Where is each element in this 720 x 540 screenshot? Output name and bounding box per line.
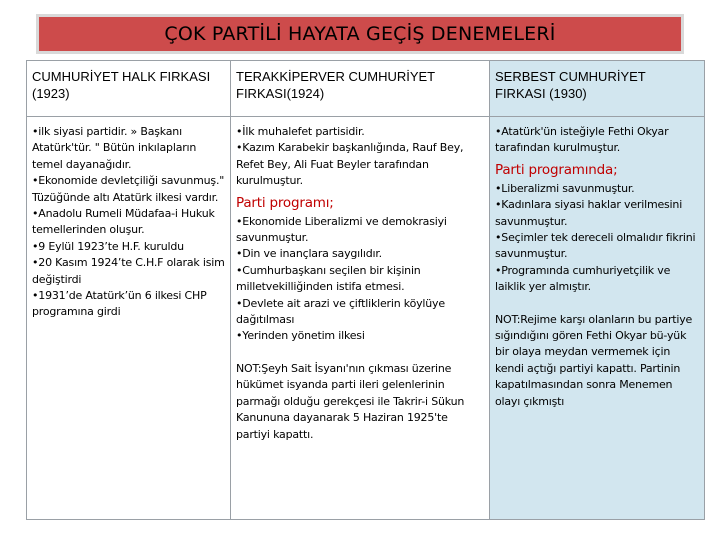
program-heading: Parti programında;	[495, 161, 618, 178]
header-chf: CUMHURİYET HALK FIRKASI (1923)	[27, 61, 231, 117]
program-heading: Parti programı;	[236, 194, 334, 211]
list-item: •Ekonomide devletçiliği savunmuş." Tüzüğünde altı Atatürk ilkesi vardır.	[32, 174, 225, 204]
note-text: NOT:Şeyh Sait İsyanı'nın çıkması üzerine hükümet isyanda parti ileri gelenlerinin parmağı olduğu gerekçesi ile Takrir-i Sükun Kanununa dayanarak 5 Haziran 1925'te partiyi kapattı.	[236, 361, 465, 441]
list-item: •Yerinden yönetim ilkesi	[236, 329, 365, 343]
cell-scf	[490, 117, 705, 520]
cell-chf	[27, 117, 231, 520]
list-item: •Ekonomide Liberalizmi ve demokrasiyi savunmuştur.	[236, 214, 447, 245]
table-header-row	[27, 61, 705, 117]
list-item: •1931’de Atatürk’ün 6 ilkesi CHP programına girdi	[32, 289, 207, 319]
list-item: •Anadolu Rumeli Müdafaa-i Hukuk temellerinden oluşur.	[32, 207, 215, 237]
list-item: •Devlete ait arazi ve çiftliklerin köylüye dağıtılması	[236, 296, 445, 327]
list-item: •Liberalizmi savunmuştur.	[495, 181, 635, 195]
list-item: •9 Eylül 1923’te H.F. kuruldu	[32, 239, 184, 253]
list-item: •İlk muhalefet partisidir.	[236, 125, 365, 138]
note-text: NOT:Rejime karşı olanların bu partiye sığındığını gören Fethi Okyar bü-yük bir olaya meydan vermemek için kendi açtığı partiyi kapattı. Partinin kapatılmasından sonra Menemen olayı çıkmıştı	[495, 312, 693, 408]
list-item: •Programında cumhuriyetçilik ve laiklik yer almıştır.	[495, 263, 671, 294]
cell-tcf	[231, 117, 490, 520]
list-item: •Seçimler tek dereceli olmalıdır fikrini savunmuştur.	[495, 231, 696, 261]
title-banner	[36, 14, 684, 54]
list-item: •Cumhurbaşkanı seçilen bir kişinin milletvekilliğinden istifa etmesi.	[236, 263, 421, 294]
slide-title: ÇOK PARTİLİ HAYATA GEÇİŞ DENEMELERİ	[164, 23, 556, 45]
header-tcf: TERAKKİPERVER CUMHURİYET FIRKASI(1924)	[231, 61, 490, 117]
list-item: •20 Kasım 1924’te C.H.F olarak isim değiştirdi	[32, 256, 225, 286]
table-body-row	[27, 117, 705, 520]
header-scf: SERBEST CUMHURİYET FIRKASI (1930)	[490, 61, 705, 117]
list-item: •Kadınlara siyasi haklar verilmesini savunmuştur.	[495, 198, 683, 228]
list-item: •Din ve inançlara saygılıdır.	[236, 247, 382, 261]
list-item: •ilk siyasi partidir. » Başkanı Atatürk'tür. " Bütün inkılapların temel dayanağıdır.	[32, 125, 197, 171]
list-item: •Atatürk'ün isteğiyle Fethi Okyar tarafından kurulmuştur.	[495, 125, 669, 155]
parties-table	[26, 60, 705, 520]
list-item: •Kazım Karabekir başkanlığında, Rauf Bey, Refet Bey, Ali Fuat Beyler tarafından kurulmuştur.	[236, 141, 464, 188]
